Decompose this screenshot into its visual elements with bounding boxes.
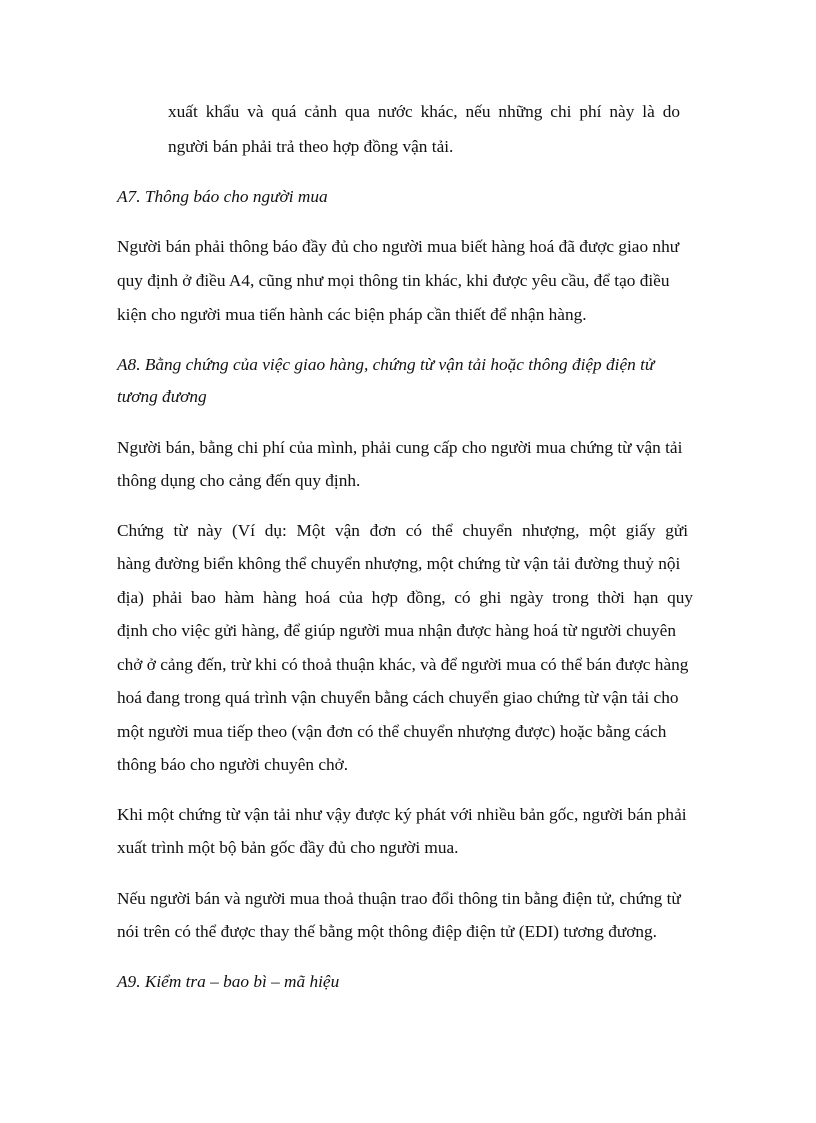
a8-p1-line-1: Người bán, bằng chi phí của mình, phải cung cấp cho người mua chứng từ vận tải — [117, 438, 683, 457]
section-heading-a7: A7. Thông báo cho người mua — [117, 187, 328, 206]
a8-p4-line-1: Nếu người bán và người mua thoả thuận trao đổi thông tin bằng điện tử, chứng từ — [117, 889, 681, 908]
a8-p2-line-7: một người mua tiếp theo (vận đơn có thể chuyển nhượng được) hoặc bằng cách — [117, 722, 667, 741]
a8-p2-line-8: thông báo cho người chuyên chở. — [117, 755, 349, 774]
a8-p2-line-2: hàng đường biển không thể chuyển nhượng, một chứng từ vận tải đường thuỷ nội — [117, 554, 681, 573]
a7-line-2: quy định ở điều A4, cũng như mọi thông tin khác, khi được yêu cầu, để tạo điều — [117, 271, 670, 290]
a8-p2-line-5: chở ở cảng đến, trừ khi có thoả thuận khác, và để người mua có thể bán được hàng — [117, 655, 689, 674]
a8-p2-line-6: hoá đang trong quá trình vận chuyển bằng cách chuyển giao chứng từ vận tải cho — [117, 688, 679, 707]
continuation-line-2: người bán phải trả theo hợp đồng vận tải. — [168, 137, 454, 156]
section-heading-a8-line-2: tương đương — [117, 387, 207, 406]
a8-p2-line-1: Chứng từ này (Ví dụ: Một vận đơn có thể chuyển nhượng, một giấy gửi — [117, 521, 688, 540]
a8-p2-line-3: địa) phải bao hàm hàng hoá của hợp đồng, có ghi ngày trong thời hạn quy — [117, 588, 693, 607]
a8-p2-line-4: định cho việc gửi hàng, để giúp người mua nhận được hàng hoá từ người chuyên — [117, 621, 676, 640]
section-heading-a8-line-1: A8. Bằng chứng của việc giao hàng, chứng từ vận tải hoặc thông điệp điện tử — [117, 355, 655, 374]
a8-p1-line-2: thông dụng cho cảng đến quy định. — [117, 471, 361, 490]
continuation-line-1: xuất khẩu và quá cảnh qua nước khác, nếu những chi phí này là do — [168, 102, 680, 121]
a8-p4-line-2: nói trên có thể được thay thế bằng một thông điệp điện tử (EDI) tương đương. — [117, 922, 658, 941]
section-heading-a9: A9. Kiểm tra – bao bì – mã hiệu — [117, 972, 340, 991]
a8-p3-line-2: xuất trình một bộ bản gốc đầy đủ cho người mua. — [117, 838, 459, 857]
a7-line-3: kiện cho người mua tiến hành các biện pháp cần thiết để nhận hàng. — [117, 305, 587, 324]
a8-p3-line-1: Khi một chứng từ vận tải như vậy được ký phát với nhiều bản gốc, người bán phải — [117, 805, 687, 824]
a7-line-1: Người bán phải thông báo đầy đủ cho người mua biết hàng hoá đã được giao như — [117, 237, 680, 256]
